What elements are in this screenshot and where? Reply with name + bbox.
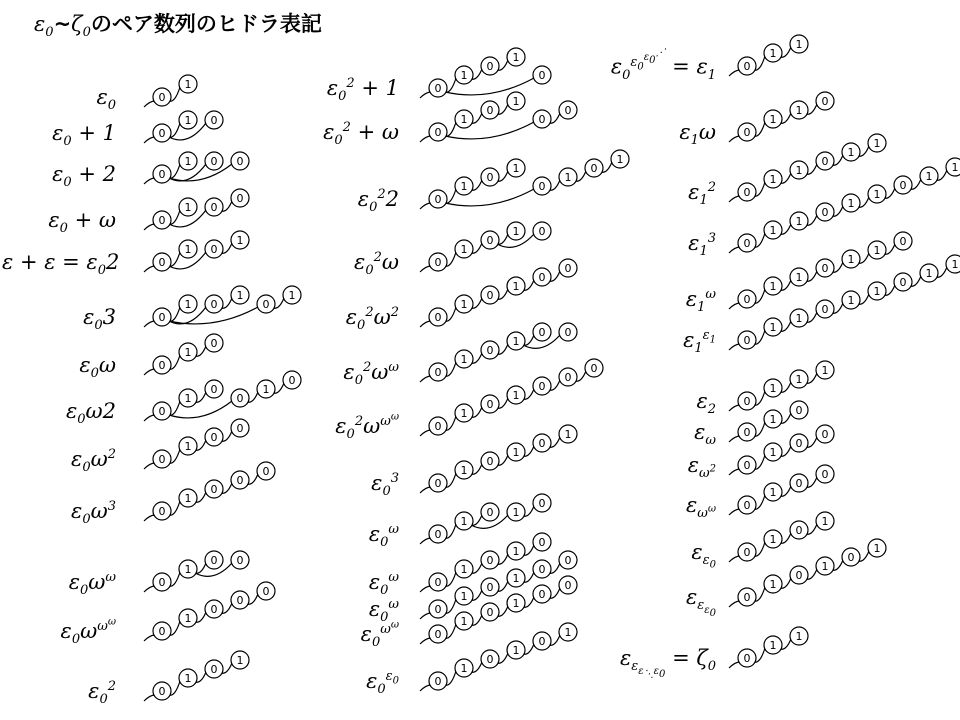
hydra-root-stem — [729, 344, 740, 350]
hydra-root-stem — [729, 247, 740, 253]
expression-label: $\varepsilon_0^2 + 1$ — [326, 76, 399, 105]
hydra-node-value: 1 — [262, 383, 270, 396]
hydra-node-value: 1 — [512, 545, 520, 558]
hydra-node-value: 0 — [158, 127, 166, 140]
hydra-node-value: 0 — [795, 524, 803, 537]
hydra-node-value: 1 — [512, 506, 520, 519]
hydra-node-value: 1 — [821, 560, 829, 573]
hydra-node-value: 1 — [512, 225, 520, 238]
hydra-root-stem — [420, 136, 431, 142]
hydra-node-value: 0 — [236, 474, 244, 487]
hydra-node-value: 0 — [210, 337, 218, 350]
hydra-node-value: 0 — [486, 234, 494, 247]
hydra-node-value: 0 — [210, 243, 218, 256]
hydra-node-value: 0 — [158, 311, 166, 324]
title-from-subscript: 0 — [45, 25, 54, 41]
hydra-node-value: 1 — [769, 578, 777, 591]
hydra-root-stem — [729, 469, 740, 475]
hydra-root-stem — [729, 196, 740, 202]
hydra-node-value: 1 — [184, 392, 192, 405]
hydra-node-value: 0 — [434, 528, 442, 541]
expression-label: $\varepsilon_2$ — [696, 389, 716, 418]
hydra-node-value: 1 — [769, 173, 777, 186]
hydra-node-value: 0 — [538, 437, 546, 450]
hydra-node-value: 1 — [769, 639, 777, 652]
hydra-root-stem — [729, 662, 740, 668]
hydra-node-value: 0 — [210, 155, 218, 168]
hydra-node-value: 1 — [873, 137, 881, 150]
hydra-node-value: 1 — [821, 364, 829, 377]
hydra-node-value: 0 — [262, 585, 270, 598]
hydra-node-value: 0 — [262, 465, 270, 478]
expression-label: $\varepsilon_0^22$ — [357, 187, 399, 216]
hydra-node-value: 0 — [434, 420, 442, 433]
hydra-node-value: 0 — [486, 653, 494, 666]
hydra-node-value: 1 — [795, 271, 803, 284]
hydra-node-value: 1 — [288, 289, 296, 302]
hydra-node-value: 0 — [795, 437, 803, 450]
hydra-node-value: 0 — [158, 168, 166, 181]
expression-label: $\varepsilon_0\omega$ — [79, 353, 116, 382]
hydra-node-value: 1 — [460, 590, 468, 603]
hydra-node-value: 0 — [288, 374, 296, 387]
hydra-node-value: 1 — [184, 346, 192, 359]
hydra-node-value: 0 — [434, 675, 442, 688]
hydra-node-value: 0 — [538, 497, 546, 510]
hydra-node-value: 0 — [486, 344, 494, 357]
hydra-node-value: 1 — [873, 244, 881, 257]
hydra-node-value: 1 — [184, 612, 192, 625]
hydra-root-stem — [420, 685, 431, 691]
hydra-root-stem — [729, 436, 740, 442]
hydra-node-value: 0 — [158, 214, 166, 227]
hydra-node-value: 0 — [899, 179, 907, 192]
hydra-node-value: 0 — [538, 536, 546, 549]
hydra-node-value: 1 — [795, 215, 803, 228]
hydra-node-value: 1 — [564, 171, 572, 184]
hydra-node-value: 1 — [460, 662, 468, 675]
hydra-node-value: 1 — [184, 201, 192, 214]
hydra-root-stem — [144, 137, 155, 143]
hydra-node-value: 1 — [564, 626, 572, 639]
hydra-node-value: 1 — [460, 69, 468, 82]
hydra-node-value: 0 — [821, 206, 829, 219]
hydra-node-value: 1 — [460, 298, 468, 311]
hydra-node-value: 0 — [743, 591, 751, 604]
expression-label: $\varepsilon_{\varepsilon_0}$ — [691, 540, 716, 571]
hydra-node-value: 1 — [873, 188, 881, 201]
hydra-node-value: 1 — [769, 382, 777, 395]
expression-label: $\varepsilon_{\varepsilon_{\varepsilon_0}}$ — [685, 585, 716, 619]
hydra-root-stem — [420, 376, 431, 382]
expression-label: $\varepsilon_0\omega^{\omega^\omega}$ — [60, 616, 116, 648]
hydra-node-value: 1 — [512, 335, 520, 348]
expression-label: $\varepsilon_0 + 1$ — [52, 121, 116, 150]
hydra-node-value: 0 — [434, 193, 442, 206]
hydra-node-value: 0 — [564, 554, 572, 567]
expression-label: $\varepsilon_0^2\omega^2$ — [345, 305, 399, 334]
hydra-node-value: 0 — [434, 603, 442, 616]
expression-label: $\varepsilon_0^{\varepsilon_0}$ — [366, 669, 399, 698]
title-to-subscript: 0 — [82, 25, 91, 41]
hydra-node-value: 0 — [538, 380, 546, 393]
hydra-node-value: 0 — [564, 371, 572, 384]
hydra-node-value: 1 — [184, 298, 192, 311]
hydra-node-value: 1 — [236, 289, 244, 302]
hydra-node-value: 1 — [460, 180, 468, 193]
hydra-node-value: 1 — [769, 47, 777, 60]
hydra-node-value: 1 — [769, 413, 777, 426]
expression-label: $\varepsilon_0^2$ — [88, 679, 116, 708]
hydra-node-value: 0 — [590, 162, 598, 175]
hydra-node-value: 0 — [434, 126, 442, 139]
expression-label: $\varepsilon_0\omega 2$ — [65, 399, 116, 428]
expression-label: $\varepsilon_1^\omega$ — [685, 287, 716, 316]
hydra-node-value: 0 — [236, 392, 244, 405]
hydra-node-value: 0 — [821, 155, 829, 168]
hydra-node-value: 0 — [821, 95, 829, 108]
hydra-node-value: 0 — [486, 289, 494, 302]
expression-label: $\varepsilon_0\omega^3$ — [71, 499, 116, 528]
expression-label: $\varepsilon_{\omega^2}$ — [687, 453, 716, 482]
hydra-node-value: 1 — [769, 224, 777, 237]
hydra-root-stem — [144, 178, 155, 184]
hydra-node-value: 0 — [236, 422, 244, 435]
hydra-node-value: 1 — [951, 161, 959, 174]
hydra-node-value: 0 — [434, 576, 442, 589]
hydra-node-value: 1 — [460, 563, 468, 576]
expression-label: $\varepsilon_0^2\omega^\omega$ — [343, 360, 399, 389]
hydra-node-value: 0 — [743, 186, 751, 199]
hydra-node-value: 0 — [434, 366, 442, 379]
hydra-node-value: 0 — [821, 262, 829, 275]
hydra-node-value: 1 — [460, 113, 468, 126]
hydra-node-value: 1 — [460, 243, 468, 256]
hydra-node-value: 0 — [236, 155, 244, 168]
expression-label: $\varepsilon_0^{\varepsilon_0^{\varepsilon_0^⋰}} = \varepsilon_1$ — [610, 48, 716, 83]
hydra-root-stem — [144, 463, 155, 469]
expression-label: $\varepsilon_0\omega^\omega$ — [68, 570, 116, 599]
expression-label: $\varepsilon_0$ — [96, 85, 116, 114]
hydra-root-stem — [420, 430, 431, 436]
expression-label: $\varepsilon_0^\omega$ — [368, 570, 399, 599]
hydra-node-value: 1 — [873, 285, 881, 298]
hydra-root-stem — [144, 415, 155, 421]
hydra-root-stem — [729, 136, 740, 142]
hydra-node-value: 0 — [210, 483, 218, 496]
hydra-node-value: 0 — [486, 60, 494, 73]
expression-label: $\varepsilon_0 + 2$ — [52, 162, 116, 191]
hydra-node-value: 1 — [821, 515, 829, 528]
hydra-node-value: 1 — [184, 114, 192, 127]
hydra-node-value: 0 — [743, 459, 751, 472]
hydra-node-value: 1 — [564, 428, 572, 441]
hydra-node-value: 1 — [184, 492, 192, 505]
hydra-node-value: 0 — [538, 69, 546, 82]
hydra-node-value: 0 — [795, 477, 803, 490]
hydra-node-value: 0 — [434, 628, 442, 641]
hydra-node-value: 0 — [538, 326, 546, 339]
hydra-node-value: 1 — [769, 280, 777, 293]
hydra-node-value: 1 — [616, 153, 624, 166]
hydra-node-value: 0 — [210, 201, 218, 214]
hydra-node-value: 0 — [564, 579, 572, 592]
expression-label: $\varepsilon_{\omega^\omega}$ — [685, 493, 716, 522]
hydra-node-value: 0 — [795, 569, 803, 582]
expression-label: $\varepsilon_0^\omega$ — [368, 597, 399, 626]
expression-label: $\varepsilon_1\omega$ — [679, 120, 716, 149]
hydra-node-value: 0 — [434, 82, 442, 95]
hydra-node-value: 1 — [769, 446, 777, 459]
hydra-node-value: 1 — [512, 95, 520, 108]
hydra-node-value: 0 — [158, 405, 166, 418]
hydra-node-value: 0 — [158, 625, 166, 638]
hydra-node-value: 0 — [434, 311, 442, 324]
expression-label: $\varepsilon_0^\omega$ — [368, 522, 399, 551]
hydra-node-value: 1 — [769, 533, 777, 546]
hydra-node-value: 1 — [847, 253, 855, 266]
hydra-root-stem — [144, 224, 155, 230]
title-to-symbol: ζ — [71, 12, 83, 36]
hydra-node-value: 1 — [512, 597, 520, 610]
title-text: のペア数列のヒドラ表記 — [90, 12, 322, 36]
hydra-node-value: 1 — [847, 294, 855, 307]
hydra-root-stem — [420, 613, 431, 619]
hydra-node-value: 0 — [210, 114, 218, 127]
hydra-node-value: 0 — [158, 685, 166, 698]
hydra-node-value: 0 — [564, 262, 572, 275]
hydra-node-value: 0 — [795, 404, 803, 417]
hydra-node-value: 1 — [512, 51, 520, 64]
hydra-node-value: 0 — [210, 431, 218, 444]
hydra-root-stem — [729, 303, 740, 309]
title-separator: ~ — [53, 12, 72, 36]
hydra-node-value: 0 — [158, 453, 166, 466]
hydra-root-stem — [729, 601, 740, 607]
expression-label: $\varepsilon_0^2\omega$ — [354, 250, 399, 279]
expression-label: $\varepsilon_03$ — [83, 305, 116, 334]
hydra-node-value: 0 — [158, 576, 166, 589]
hydra-node-value: 1 — [184, 78, 192, 91]
hydra-node-value: 1 — [847, 197, 855, 210]
hydra-node-value: 1 — [925, 267, 933, 280]
hydra-node-value: 0 — [743, 426, 751, 439]
hydra-node-value: 0 — [743, 395, 751, 408]
hydra-root-stem — [420, 203, 431, 209]
hydra-node-value: 0 — [486, 506, 494, 519]
hydra-node-value: 0 — [486, 455, 494, 468]
hydra-root-stem — [420, 487, 431, 493]
hydra-node-value: 0 — [821, 303, 829, 316]
hydra-node-value: 0 — [538, 271, 546, 284]
hydra-node-value: 1 — [512, 162, 520, 175]
hydra-node-value: 1 — [460, 515, 468, 528]
hydra-root-stem — [144, 101, 155, 107]
hydra-root-stem — [729, 405, 740, 411]
hydra-node-value: 1 — [512, 572, 520, 585]
hydra-root-stem — [420, 638, 431, 644]
hydra-root-stem — [729, 509, 740, 515]
hydra-node-value: 0 — [821, 468, 829, 481]
expression-label: $\varepsilon_0^{\omega^\omega}$ — [360, 619, 399, 651]
hydra-node-value: 0 — [564, 104, 572, 117]
hydra-node-value: 0 — [262, 298, 270, 311]
hydra-node-value: 0 — [236, 594, 244, 607]
expression-label: $\varepsilon_0\omega^2$ — [71, 447, 116, 476]
expression-label: $\varepsilon_1^2$ — [688, 180, 716, 209]
hydra-node-value: 0 — [538, 635, 546, 648]
hydra-node-value: 1 — [873, 542, 881, 555]
hydra-node-value: 1 — [951, 258, 959, 271]
hydra-node-value: 1 — [236, 234, 244, 247]
hydra-node-value: 1 — [847, 146, 855, 159]
hydra-node-value: 0 — [743, 652, 751, 665]
hydra-root-stem — [420, 586, 431, 592]
hydra-node-value: 0 — [743, 126, 751, 139]
hydra-node-value: 0 — [158, 91, 166, 104]
hydra-node-value: 0 — [847, 551, 855, 564]
hydra-node-value: 1 — [795, 38, 803, 51]
hydra-node-value: 0 — [486, 104, 494, 117]
hydra-node-value: 0 — [210, 298, 218, 311]
hydra-node-value: 0 — [590, 362, 598, 375]
hydra-node-value: 0 — [486, 398, 494, 411]
hydra-node-value: 0 — [210, 603, 218, 616]
hydra-node-value: 0 — [743, 499, 751, 512]
hydra-node-value: 0 — [899, 276, 907, 289]
hydra-node-value: 0 — [210, 554, 218, 567]
hydra-edge — [169, 401, 232, 418]
hydra-root-stem — [144, 369, 155, 375]
hydra-node-value: 1 — [184, 440, 192, 453]
hydra-node-value: 0 — [236, 192, 244, 205]
hydra-root-stem — [144, 515, 155, 521]
expression-label: $\varepsilon_\omega$ — [694, 420, 716, 449]
hydra-node-value: 1 — [512, 644, 520, 657]
hydra-node-value: 0 — [486, 554, 494, 567]
hydra-node-value: 1 — [795, 373, 803, 386]
hydra-node-value: 0 — [743, 237, 751, 250]
expression-label: $\varepsilon_1^3$ — [688, 231, 716, 260]
hydra-node-value: 0 — [821, 428, 829, 441]
hydra-node-value: 0 — [486, 171, 494, 184]
hydra-node-value: 0 — [158, 256, 166, 269]
hydra-node-value: 0 — [538, 588, 546, 601]
hydra-node-value: 0 — [434, 477, 442, 490]
hydra-node-value: 1 — [512, 389, 520, 402]
hydra-node-value: 0 — [743, 546, 751, 559]
hydra-node-value: 1 — [769, 321, 777, 334]
hydra-node-value: 0 — [743, 293, 751, 306]
hydra-node-value: 1 — [795, 630, 803, 643]
hydra-node-value: 0 — [158, 359, 166, 372]
hydra-node-value: 1 — [184, 243, 192, 256]
hydra-node-value: 0 — [158, 505, 166, 518]
hydra-node-value: 1 — [795, 104, 803, 117]
hydra-node-value: 0 — [486, 606, 494, 619]
hydra-root-stem — [144, 266, 155, 272]
expression-label: $\varepsilon_{\varepsilon_{\varepsilon_⋱\varepsilon_0}} = \zeta_0$ — [620, 646, 716, 680]
hydra-node-value: 1 — [460, 407, 468, 420]
hydra-node-value: 1 — [236, 654, 244, 667]
hydra-root-stem — [420, 266, 431, 272]
expression-label: $\varepsilon_0^2 + \omega$ — [323, 120, 399, 149]
hydra-node-value: 0 — [538, 180, 546, 193]
hydra-node-value: 1 — [795, 164, 803, 177]
hydra-root-stem — [420, 538, 431, 544]
hydra-node-value: 0 — [236, 554, 244, 567]
hydra-root-stem — [729, 70, 740, 76]
hydra-node-value: 0 — [538, 563, 546, 576]
hydra-node-value: 1 — [460, 353, 468, 366]
hydra-node-value: 1 — [184, 155, 192, 168]
hydra-node-value: 0 — [743, 60, 751, 73]
hydra-root-stem — [144, 695, 155, 701]
title-from-symbol: ε — [34, 12, 46, 36]
hydra-node-value: 0 — [538, 225, 546, 238]
hydra-node-value: 0 — [486, 581, 494, 594]
hydra-root-stem — [144, 321, 155, 327]
hydra-node-value: 0 — [538, 113, 546, 126]
expression-label: $\varepsilon_0^2\omega^{\omega^\omega}$ — [335, 411, 399, 443]
hydra-root-stem — [729, 556, 740, 562]
hydra-root-stem — [144, 635, 155, 641]
expression-label: $\varepsilon_0 + \omega$ — [48, 208, 116, 237]
hydra-node-value: 0 — [210, 663, 218, 676]
hydra-node-value: 0 — [210, 383, 218, 396]
hydra-root-stem — [144, 586, 155, 592]
hydra-node-value: 1 — [184, 563, 192, 576]
hydra-root-stem — [420, 321, 431, 327]
hydra-node-value: 0 — [743, 334, 751, 347]
hydra-node-value: 1 — [769, 113, 777, 126]
expression-label: $\varepsilon_0^3$ — [371, 471, 399, 500]
hydra-node-value: 1 — [925, 170, 933, 183]
hydra-node-value: 1 — [512, 446, 520, 459]
hydra-node-value: 1 — [460, 464, 468, 477]
hydra-node-value: 1 — [795, 312, 803, 325]
hydra-node-value: 0 — [434, 256, 442, 269]
hydra-node-value: 0 — [899, 235, 907, 248]
hydra-node-value: 1 — [769, 486, 777, 499]
hydra-root-stem — [420, 92, 431, 98]
hydra-edge — [169, 164, 232, 181]
expression-label: $\varepsilon_1^{\varepsilon_1}$ — [683, 328, 716, 357]
hydra-node-value: 1 — [184, 672, 192, 685]
hydra-node-value: 1 — [512, 280, 520, 293]
hydra-node-value: 1 — [460, 615, 468, 628]
hydra-node-value: 0 — [564, 326, 572, 339]
expression-label: $\varepsilon + \varepsilon = \varepsilon_02$ — [2, 250, 120, 279]
